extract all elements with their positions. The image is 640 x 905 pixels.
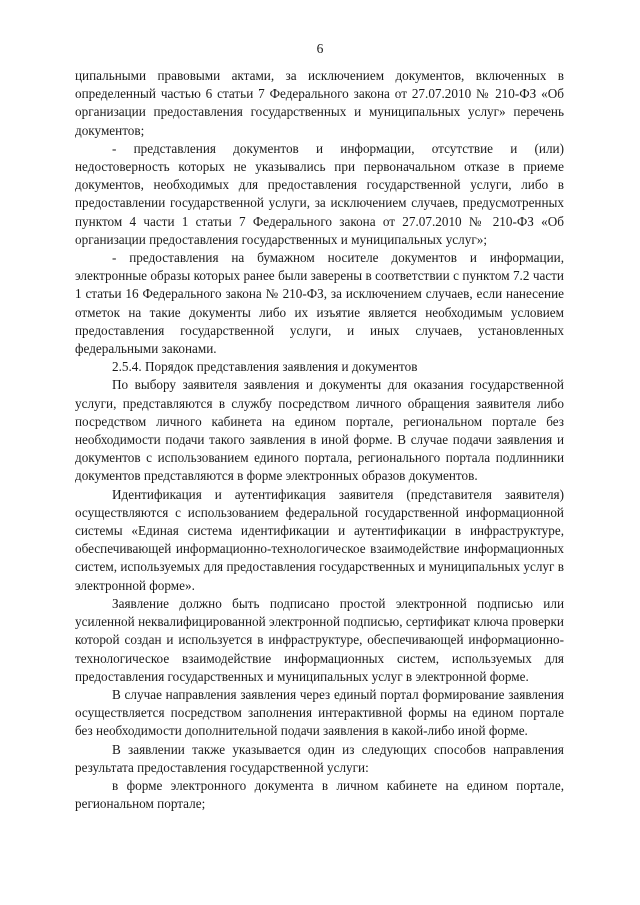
page-number: 6 bbox=[316, 41, 324, 56]
paragraph: Идентификация и аутентификация заявителя (представителя заявителя) осуществляются с использованием федеральной государственной информационной системы «Единая система идентификации и аутентификации в инфраструктуре, обеспечивающей информационно-технологическое взаимодействие информационных систем, используемых для предоставления государственных и муниципальных услуг в электронной форме». bbox=[75, 486, 564, 593]
paragraph: В случае направления заявления через единый портал формирование заявления осуществляется посредством заполнения интерактивной формы на едином портале без необходимости дополнительной подачи заявления в какой-либо иной форме. bbox=[75, 686, 564, 739]
paragraph: Заявление должно быть подписано простой электронной подписью или усиленной неквалифицированной электронной подписью, сертификат ключа проверки которой создан и используется в инфраструктуре, обеспечивающей информационно-технологическое взаимодействие информационных систем, используемых для предоставления государственных и муниципальных услуг в электронной форме. bbox=[75, 595, 564, 684]
paragraph: По выбору заявителя заявления и документы для оказания государственной услуги, представляются в службу посредством личного обращения заявителя либо посредством личного кабинета на едином портале, региональном портале без необходимости подачи такого заявления в иной форме. В случае подачи заявления и документов с использованием единого портала, регионального портала подлинники документов представляются в форме электронных образов документов. bbox=[75, 377, 564, 484]
paragraph: - представления документов и информации, отсутствие и (или) недостоверность которых не указывались при первоначальном отказе в приеме документов, необходимых для предоставления государственной услуги, либо в предоставлении государственной услуги, за исключением случаев, предусмотренных пунктом 4 части 1 статьи 7 Федерального закона от 27.07.2010 № 210-ФЗ «Об организации предоставления государственных и муниципальных услуг»; bbox=[75, 140, 564, 247]
paragraph: в форме электронного документа в личном кабинете на едином портале, региональном портале; bbox=[75, 777, 564, 812]
document-body bbox=[75, 67, 564, 813]
paragraph: - предоставления на бумажном носителе документов и информации, электронные образы которых ранее были заверены в соответствии с пунктом 7.2 части 1 статьи 16 Федерального закона № 210-ФЗ, за исключением случаев, если нанесение отметок на такие документы либо их изъятие является необходимым условием предоставления государственной услуги, и иных случаев, установленных федеральными законами. bbox=[75, 250, 564, 357]
paragraph: ципальными правовыми актами, за исключением документов, включенных в определенный частью 6 статьи 7 Федерального закона от 27.07.2010 № 210-ФЗ «Об организации предоставления государственных и муниципальных услуг» перечень документов; bbox=[75, 68, 564, 138]
section-heading: 2.5.4. Порядок представления заявления и документов bbox=[112, 359, 418, 375]
paragraph: В заявлении также указывается один из следующих способов направления результата предоставления государственной услуги: bbox=[75, 741, 564, 775]
